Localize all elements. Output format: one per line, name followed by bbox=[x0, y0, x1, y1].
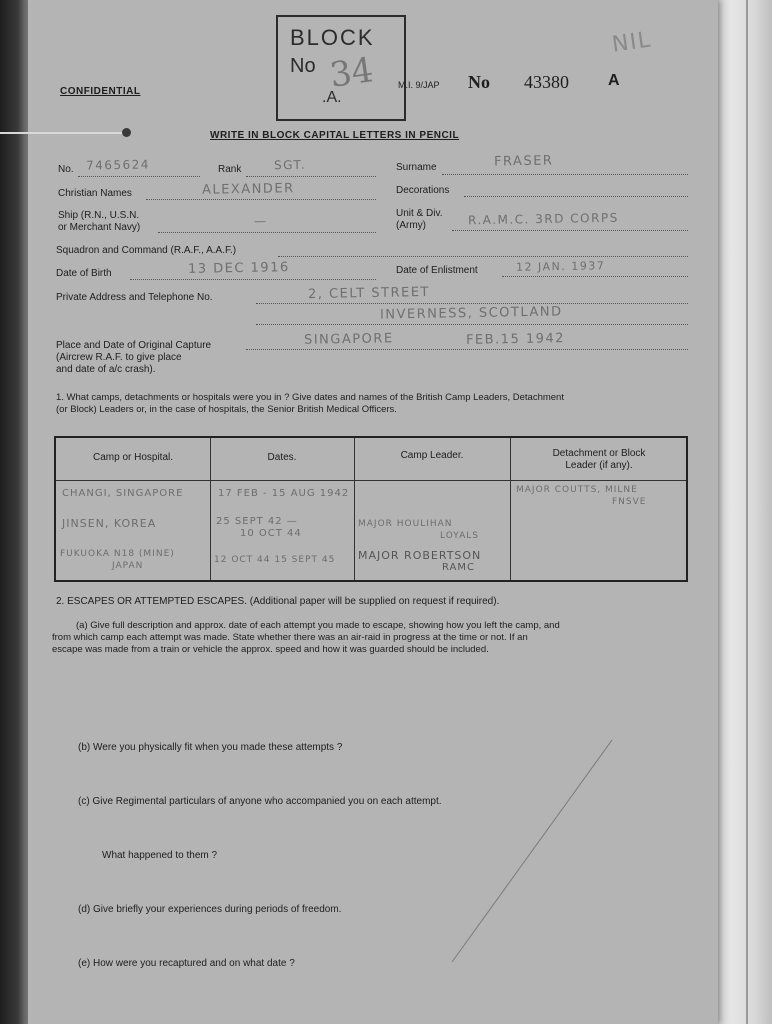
christian-names-value: ALEXANDER bbox=[201, 181, 295, 198]
header-detachment: Detachment or Block bbox=[552, 448, 646, 459]
block-letter: .A. bbox=[322, 89, 342, 106]
capture-label-sub2: and date of a/c crash). bbox=[56, 364, 156, 375]
serial-number: 43380 bbox=[524, 72, 569, 92]
table-row-1-detachment-2: FNSVE bbox=[612, 497, 647, 507]
strike-through-line bbox=[28, 0, 718, 1024]
ship-value: — bbox=[253, 213, 268, 229]
table-row-1-camp: CHANGI, SINGAPORE bbox=[62, 488, 184, 499]
corner-note: NIL bbox=[610, 27, 654, 58]
header-detachment-sub: Leader (if any). bbox=[565, 460, 633, 471]
mi-reference: M.I. 9/JAP bbox=[398, 80, 440, 90]
header-dates: Dates. bbox=[267, 452, 297, 463]
address-label: Private Address and Telephone No. bbox=[56, 292, 213, 303]
question-2b: (b) Were you physically fit when you made these attempts ? bbox=[78, 742, 343, 753]
header-camp: Camp or Hospital. bbox=[92, 452, 174, 463]
table-row-3-dates: 12 OCT 44 15 SEPT 45 bbox=[214, 555, 336, 565]
ship-label-sub: or Merchant Navy) bbox=[58, 222, 141, 233]
block-handwritten-number: 34 bbox=[327, 50, 376, 96]
unit-value: R.A.M.C. 3RD CORPS bbox=[467, 210, 619, 228]
table-row-2-dates: 25 SEPT 42 — bbox=[216, 516, 298, 527]
surname-value: FRASER bbox=[493, 153, 554, 170]
block-no-label: No bbox=[290, 55, 316, 77]
rank-value: SGT. bbox=[273, 157, 307, 173]
decorations-label: Decorations bbox=[396, 185, 450, 196]
address-line-2: INVERNESS, SCOTLAND bbox=[379, 304, 563, 323]
form-instruction: WRITE IN BLOCK CAPITAL LETTERS IN PENCIL bbox=[210, 130, 460, 141]
table-row-3-leader-2: RAMC bbox=[442, 562, 475, 573]
header-leader: Camp Leader. bbox=[400, 450, 464, 461]
question-2e: (e) How were you recaptured and on what date ? bbox=[78, 958, 295, 969]
section1-question: 1. What camps, detachments or hospitals were you in ? Give dates and names of the British Camp Leaders, Detachment bbox=[56, 392, 564, 403]
underlying-sheet bbox=[714, 0, 772, 1024]
squadron-label: Squadron and Command (R.A.F., A.A.F.) bbox=[56, 245, 237, 256]
table-row-2-dates-2: 10 OCT 44 bbox=[240, 528, 302, 539]
capture-place: SINGAPORE bbox=[303, 331, 394, 348]
rank-label: Rank bbox=[218, 164, 242, 175]
question-2d: (d) Give briefly your experiences during periods of freedom. bbox=[78, 904, 342, 915]
block-label: BLOCK bbox=[290, 25, 375, 50]
table-row-2-camp: JINSEN, KOREA bbox=[62, 517, 157, 530]
dob-value: 13 DEC 1916 bbox=[187, 260, 290, 277]
section1-question-cont: (or Block) Leaders or, in the case of hospitals, the Senior British Medical Officers. bbox=[56, 404, 397, 415]
confidential-stamp: CONFIDENTIAL bbox=[60, 86, 141, 97]
question-2a-cont1: from which camp each attempt was made. State whether there was an air-raid in progress at the time or not. If an bbox=[52, 632, 528, 643]
table-row-2-leader: MAJOR HOULIHAN bbox=[358, 519, 453, 529]
ship-label: Ship (R.N., U.S.N. bbox=[58, 210, 140, 221]
question-2a: (a) Give full description and approx. date of each attempt you made to escape, showing how you left the camp, and bbox=[76, 620, 560, 631]
service-no-value: 7465624 bbox=[85, 157, 151, 173]
enlistment-value: 12 JAN. 1937 bbox=[515, 259, 606, 274]
unit-label: Unit & Div. bbox=[396, 208, 443, 219]
serial-suffix: A bbox=[608, 72, 620, 89]
unit-label-sub: (Army) bbox=[396, 220, 426, 231]
surname-label: Surname bbox=[396, 162, 437, 173]
question-2a-cont2: escape was made from a train or vehicle the approx. speed and how it was guarded should be included. bbox=[52, 644, 489, 655]
section2-title: 2. ESCAPES OR ATTEMPTED ESCAPES. (Additional paper will be supplied on request if required). bbox=[56, 596, 500, 607]
service-no-label: No. bbox=[58, 164, 74, 175]
enlistment-label: Date of Enlistment bbox=[396, 265, 478, 276]
table-row-1-detachment: MAJOR COUTTS, MILNE bbox=[516, 485, 638, 495]
table-row-1-dates: 17 FEB - 15 AUG 1942 bbox=[218, 488, 350, 499]
christian-names-label: Christian Names bbox=[58, 188, 132, 199]
capture-label: Place and Date of Original Capture bbox=[56, 340, 212, 351]
table-row-3-leader: MAJOR ROBERTSON bbox=[358, 549, 482, 562]
table-row-3-camp: FUKUOKA N18 (MINE) bbox=[60, 549, 175, 559]
serial-no-symbol: No bbox=[468, 72, 490, 92]
capture-date: FEB.15 1942 bbox=[465, 331, 566, 348]
dob-label: Date of Birth bbox=[56, 268, 112, 279]
capture-label-sub1: (Aircrew R.A.F. to give place bbox=[56, 352, 182, 363]
underlying-sheet-edge bbox=[746, 0, 748, 1024]
form-page bbox=[28, 0, 718, 1024]
table-row-2-leader-2: LOYALS bbox=[440, 531, 479, 541]
question-2c-sub: What happened to them ? bbox=[102, 850, 218, 861]
question-2c: (c) Give Regimental particulars of anyone who accompanied you on each attempt. bbox=[78, 796, 442, 807]
table-row-3-camp-2: JAPAN bbox=[112, 561, 144, 571]
address-line-1: 2, CELT STREET bbox=[307, 284, 431, 303]
